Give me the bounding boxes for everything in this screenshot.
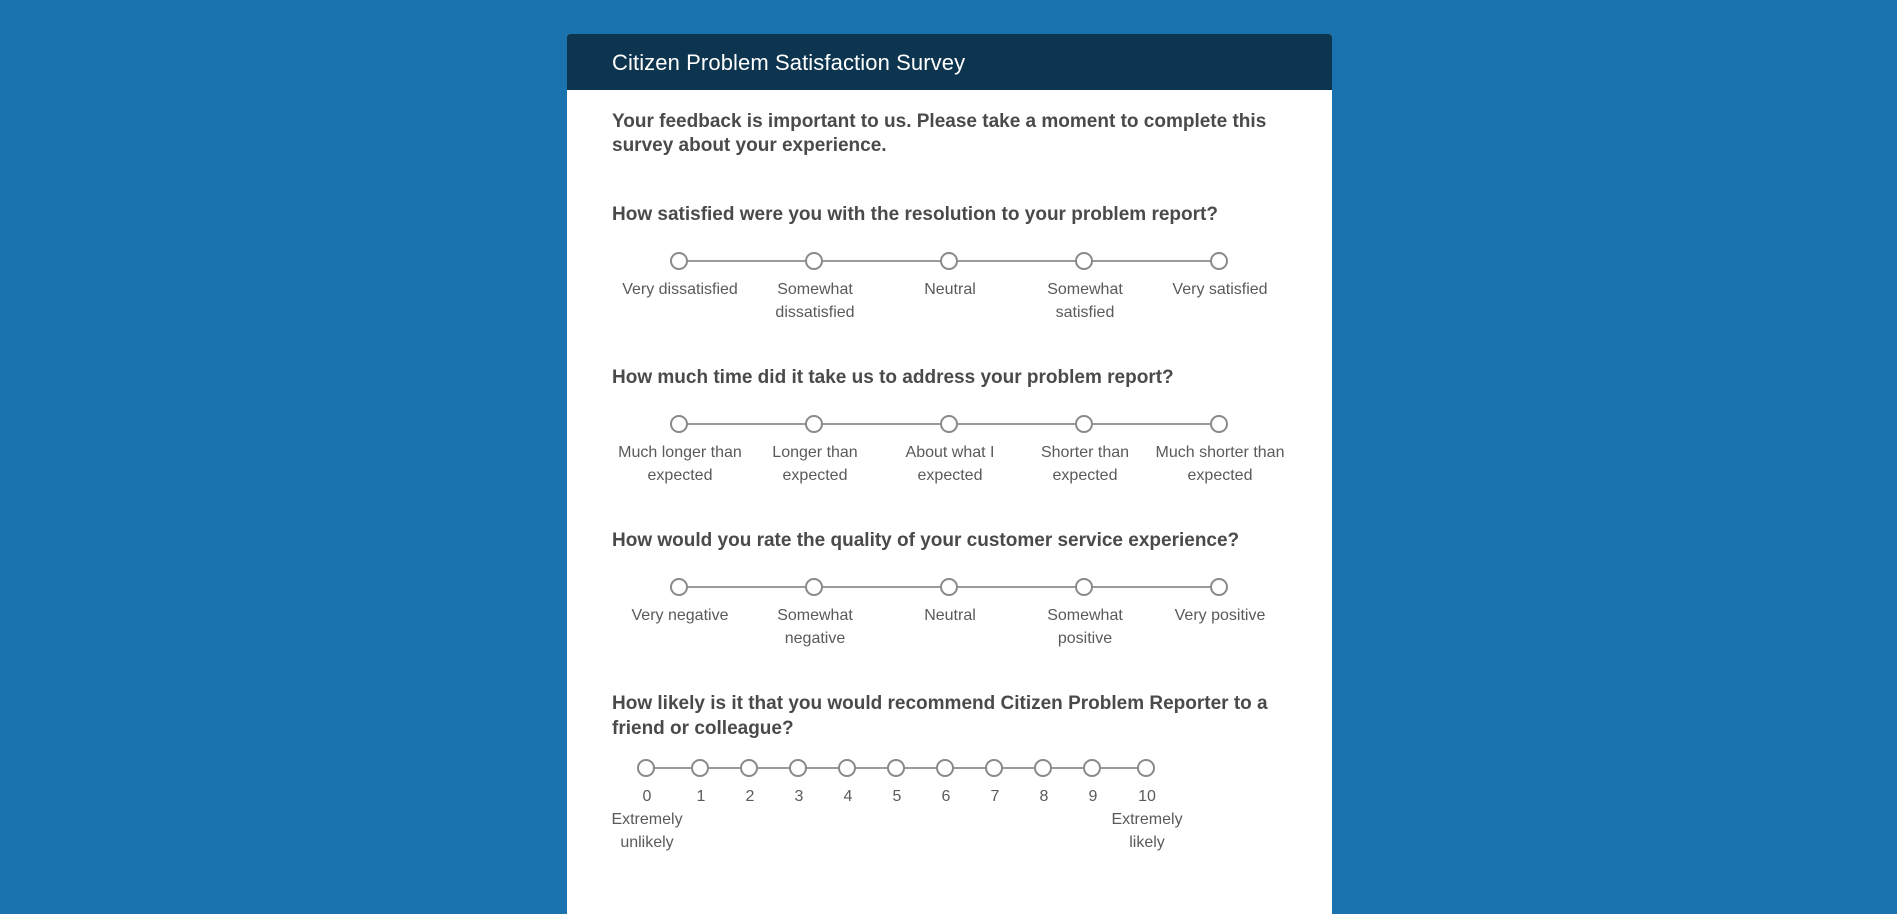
radio-option-5[interactable] <box>1210 252 1228 270</box>
question-recommend <box>611 691 1302 851</box>
option-label: Much longer than expected <box>618 444 742 484</box>
nps-high-label: Extremely likely <box>1111 811 1183 851</box>
option-label: Very satisfied <box>1172 281 1268 298</box>
nps-radio-10[interactable] <box>1137 759 1155 777</box>
option-label: Very positive <box>1174 607 1266 624</box>
radio-option-4[interactable] <box>1075 578 1093 596</box>
nps-value-label: 6 <box>941 788 951 805</box>
radio-option-1[interactable] <box>670 252 688 270</box>
survey-header <box>567 34 1332 90</box>
radio-option-2[interactable] <box>805 578 823 596</box>
nps-value-label: 2 <box>745 788 755 805</box>
question-quality <box>612 528 1302 647</box>
radio-option-4[interactable] <box>1075 252 1093 270</box>
option-label: Somewhat satisfied <box>1047 281 1123 321</box>
nps-radio-8[interactable] <box>1034 759 1052 777</box>
question-title: How satisfied were you with the resolution to your problem report? <box>612 204 1218 225</box>
question-title: How likely is it that you would recommend Citizen Problem Reporter to a friend or colleague? <box>612 693 1268 739</box>
nps-radio-7[interactable] <box>985 759 1003 777</box>
nps-low-label: Extremely unlikely <box>611 811 683 851</box>
option-label: Much shorter than expected <box>1155 444 1285 484</box>
radio-option-3[interactable] <box>940 252 958 270</box>
radio-option-1[interactable] <box>670 415 688 433</box>
nps-value-label: 0 <box>642 788 652 805</box>
survey-card <box>567 34 1332 914</box>
nps-radio-5[interactable] <box>887 759 905 777</box>
nps-value-label: 8 <box>1039 788 1049 805</box>
radio-option-3[interactable] <box>940 578 958 596</box>
nps-radio-1[interactable] <box>691 759 709 777</box>
option-label: Longer than expected <box>772 444 858 484</box>
option-label: Somewhat negative <box>777 607 853 647</box>
nps-value-label: 4 <box>843 788 853 805</box>
radio-option-2[interactable] <box>805 415 823 433</box>
nps-value-label: 5 <box>892 788 902 805</box>
option-label: Somewhat positive <box>1047 607 1123 647</box>
option-label: Very negative <box>631 607 729 624</box>
radio-option-5[interactable] <box>1210 415 1228 433</box>
option-label: Somewhat dissatisfied <box>775 281 855 321</box>
nps-radio-0[interactable] <box>637 759 655 777</box>
question-satisfaction <box>612 202 1302 321</box>
nps-radio-4[interactable] <box>838 759 856 777</box>
option-label: Shorter than expected <box>1040 444 1130 484</box>
question-title: How would you rate the quality of your customer service experience? <box>612 530 1240 551</box>
nps-radio-2[interactable] <box>740 759 758 777</box>
nps-value-label: 7 <box>990 788 1000 805</box>
question-title: How much time did it take us to address your problem report? <box>612 367 1174 388</box>
question-time <box>612 365 1302 484</box>
survey-title: Citizen Problem Satisfaction Survey <box>612 50 966 75</box>
option-label: Neutral <box>924 607 976 624</box>
option-label: Neutral <box>924 281 976 298</box>
nps-value-label: 3 <box>794 788 804 805</box>
nps-value-label: 10 <box>1138 788 1156 805</box>
nps-radio-9[interactable] <box>1083 759 1101 777</box>
radio-option-3[interactable] <box>940 415 958 433</box>
radio-option-5[interactable] <box>1210 578 1228 596</box>
intro-text: Your feedback is important to us. Please take a moment to complete this survey about your experience. <box>612 111 1267 156</box>
nps-value-label: 1 <box>696 788 706 805</box>
nps-value-label: 9 <box>1088 788 1098 805</box>
radio-option-2[interactable] <box>805 252 823 270</box>
option-label: About what I expected <box>905 444 995 484</box>
radio-option-1[interactable] <box>670 578 688 596</box>
nps-radio-3[interactable] <box>789 759 807 777</box>
nps-radio-6[interactable] <box>936 759 954 777</box>
option-label: Very dissatisfied <box>622 281 738 298</box>
radio-option-4[interactable] <box>1075 415 1093 433</box>
